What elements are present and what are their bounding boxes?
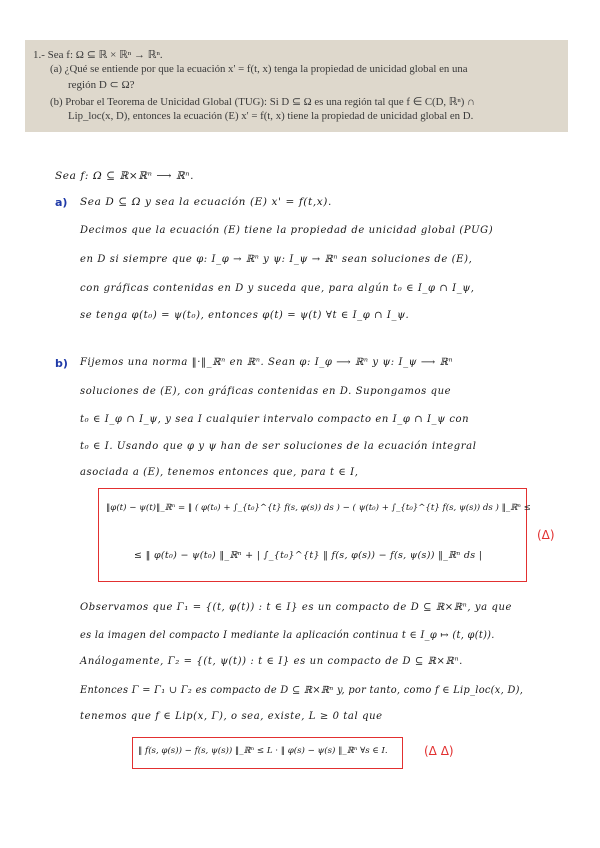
problem-line-2: (a) ¿Qué se entiende por que la ecuación x' = f(t, x) tenga la propiedad de unicidad global en una (50, 63, 468, 75)
part-b-line-4: t₀ ∈ I. Usando que φ y ψ han de ser soluciones de la ecuación integral (80, 441, 477, 452)
part-c-line-5: tenemos que f ∈ Lip(x, Γ), o sea, existe, L ≥ 0 tal que (80, 711, 383, 722)
part-b-line-1: Fijemos una norma ‖·‖_ℝⁿ en ℝⁿ. Sean φ: I_φ ⟶ ℝⁿ y ψ: I_ψ ⟶ ℝⁿ (80, 357, 454, 368)
problem-line-5: Lip_loc(x, D), entonces la ecuación (E) x' = f(t, x) tiene la propiedad de unicidad global en D. (68, 110, 474, 122)
equation-delta-line-1: ‖φ(t) − ψ(t)‖_ℝⁿ = ‖ ( φ(t₀) + ∫_{t₀}^{t} f(s, φ(s)) ds ) − ( ψ(t₀) + ∫_{t₀}^{t} f(s, ψ(s)) ds ) ‖_ℝⁿ ≤ (106, 503, 531, 513)
part-b-line-5: asociada a (E), tenemos entonces que, para t ∈ I, (80, 467, 359, 478)
solution-intro: Sea f: Ω ⊆ ℝ×ℝⁿ ⟶ ℝⁿ. (55, 170, 195, 182)
problem-line-3: región D ⊂ Ω? (68, 79, 135, 91)
part-a-line-1: Sea D ⊆ Ω y sea la ecuación (E) x' = f(t,x). (80, 196, 332, 208)
part-c-line-2: es la imagen del compacto I mediante la aplicación continua t ∈ I_φ ↦ (t, φ(t)). (80, 630, 495, 641)
delta-delta-marker: (Δ Δ) (424, 744, 454, 758)
part-b-line-2: soluciones de (E), con gráficas contenidas en D. Supongamos que (80, 386, 452, 397)
problem-line-1: 1.- Sea f: Ω ⊆ ℝ × ℝⁿ → ℝⁿ. (33, 49, 163, 61)
part-c-line-3: Análogamente, Γ₂ = {(t, ψ(t)) : t ∈ I} es un compacto de D ⊆ ℝ×ℝⁿ. (80, 656, 463, 667)
part-c-line-4: Entonces Γ = Γ₁ ∪ Γ₂ es compacto de D ⊆ ℝ×ℝⁿ y, por tanto, como f ∈ Lip_loc(x, D), (80, 685, 524, 696)
part-c-line-1: Observamos que Γ₁ = {(t, φ(t)) : t ∈ I} es un compacto de D ⊆ ℝ×ℝⁿ, ya que (80, 602, 513, 613)
part-a-line-5: se tenga φ(t₀) = ψ(t₀), entonces φ(t) = ψ(t) ∀t ∈ I_φ ∩ I_ψ. (80, 310, 410, 321)
part-b-label: b) (55, 357, 68, 370)
part-b-line-3: t₀ ∈ I_φ ∩ I_ψ, y sea I cualquier intervalo compacto en I_φ ∩ I_ψ con (80, 414, 470, 425)
part-a-label: a) (55, 196, 68, 209)
part-a-line-4: con gráficas contenidas en D y suceda que, para algún t₀ ∈ I_φ ∩ I_ψ, (80, 283, 475, 294)
equation-delta-line-2: ≤ ‖ φ(t₀) − ψ(t₀) ‖_ℝⁿ + | ∫_{t₀}^{t} ‖ f(s, φ(s)) − f(s, ψ(s)) ‖_ℝⁿ ds | (134, 550, 483, 561)
problem-line-4: (b) Probar el Teorema de Unicidad Global (TUG): Si D ⊆ Ω es una región tal que f ∈ C(D, ℝⁿ) ∩ (50, 96, 475, 108)
part-a-line-3: en D si siempre que φ: I_φ → ℝⁿ y ψ: I_ψ → ℝⁿ sean soluciones de (E), (80, 254, 473, 265)
delta-marker: (Δ) (537, 528, 555, 542)
equation-delta-delta: ‖ f(s, φ(s)) − f(s, ψ(s)) ‖_ℝⁿ ≤ L · ‖ φ(s) − ψ(s) ‖_ℝⁿ ∀s ∈ I. (138, 746, 388, 756)
part-a-line-2: Decimos que la ecuación (E) tiene la propiedad de unicidad global (PUG) (80, 225, 494, 236)
